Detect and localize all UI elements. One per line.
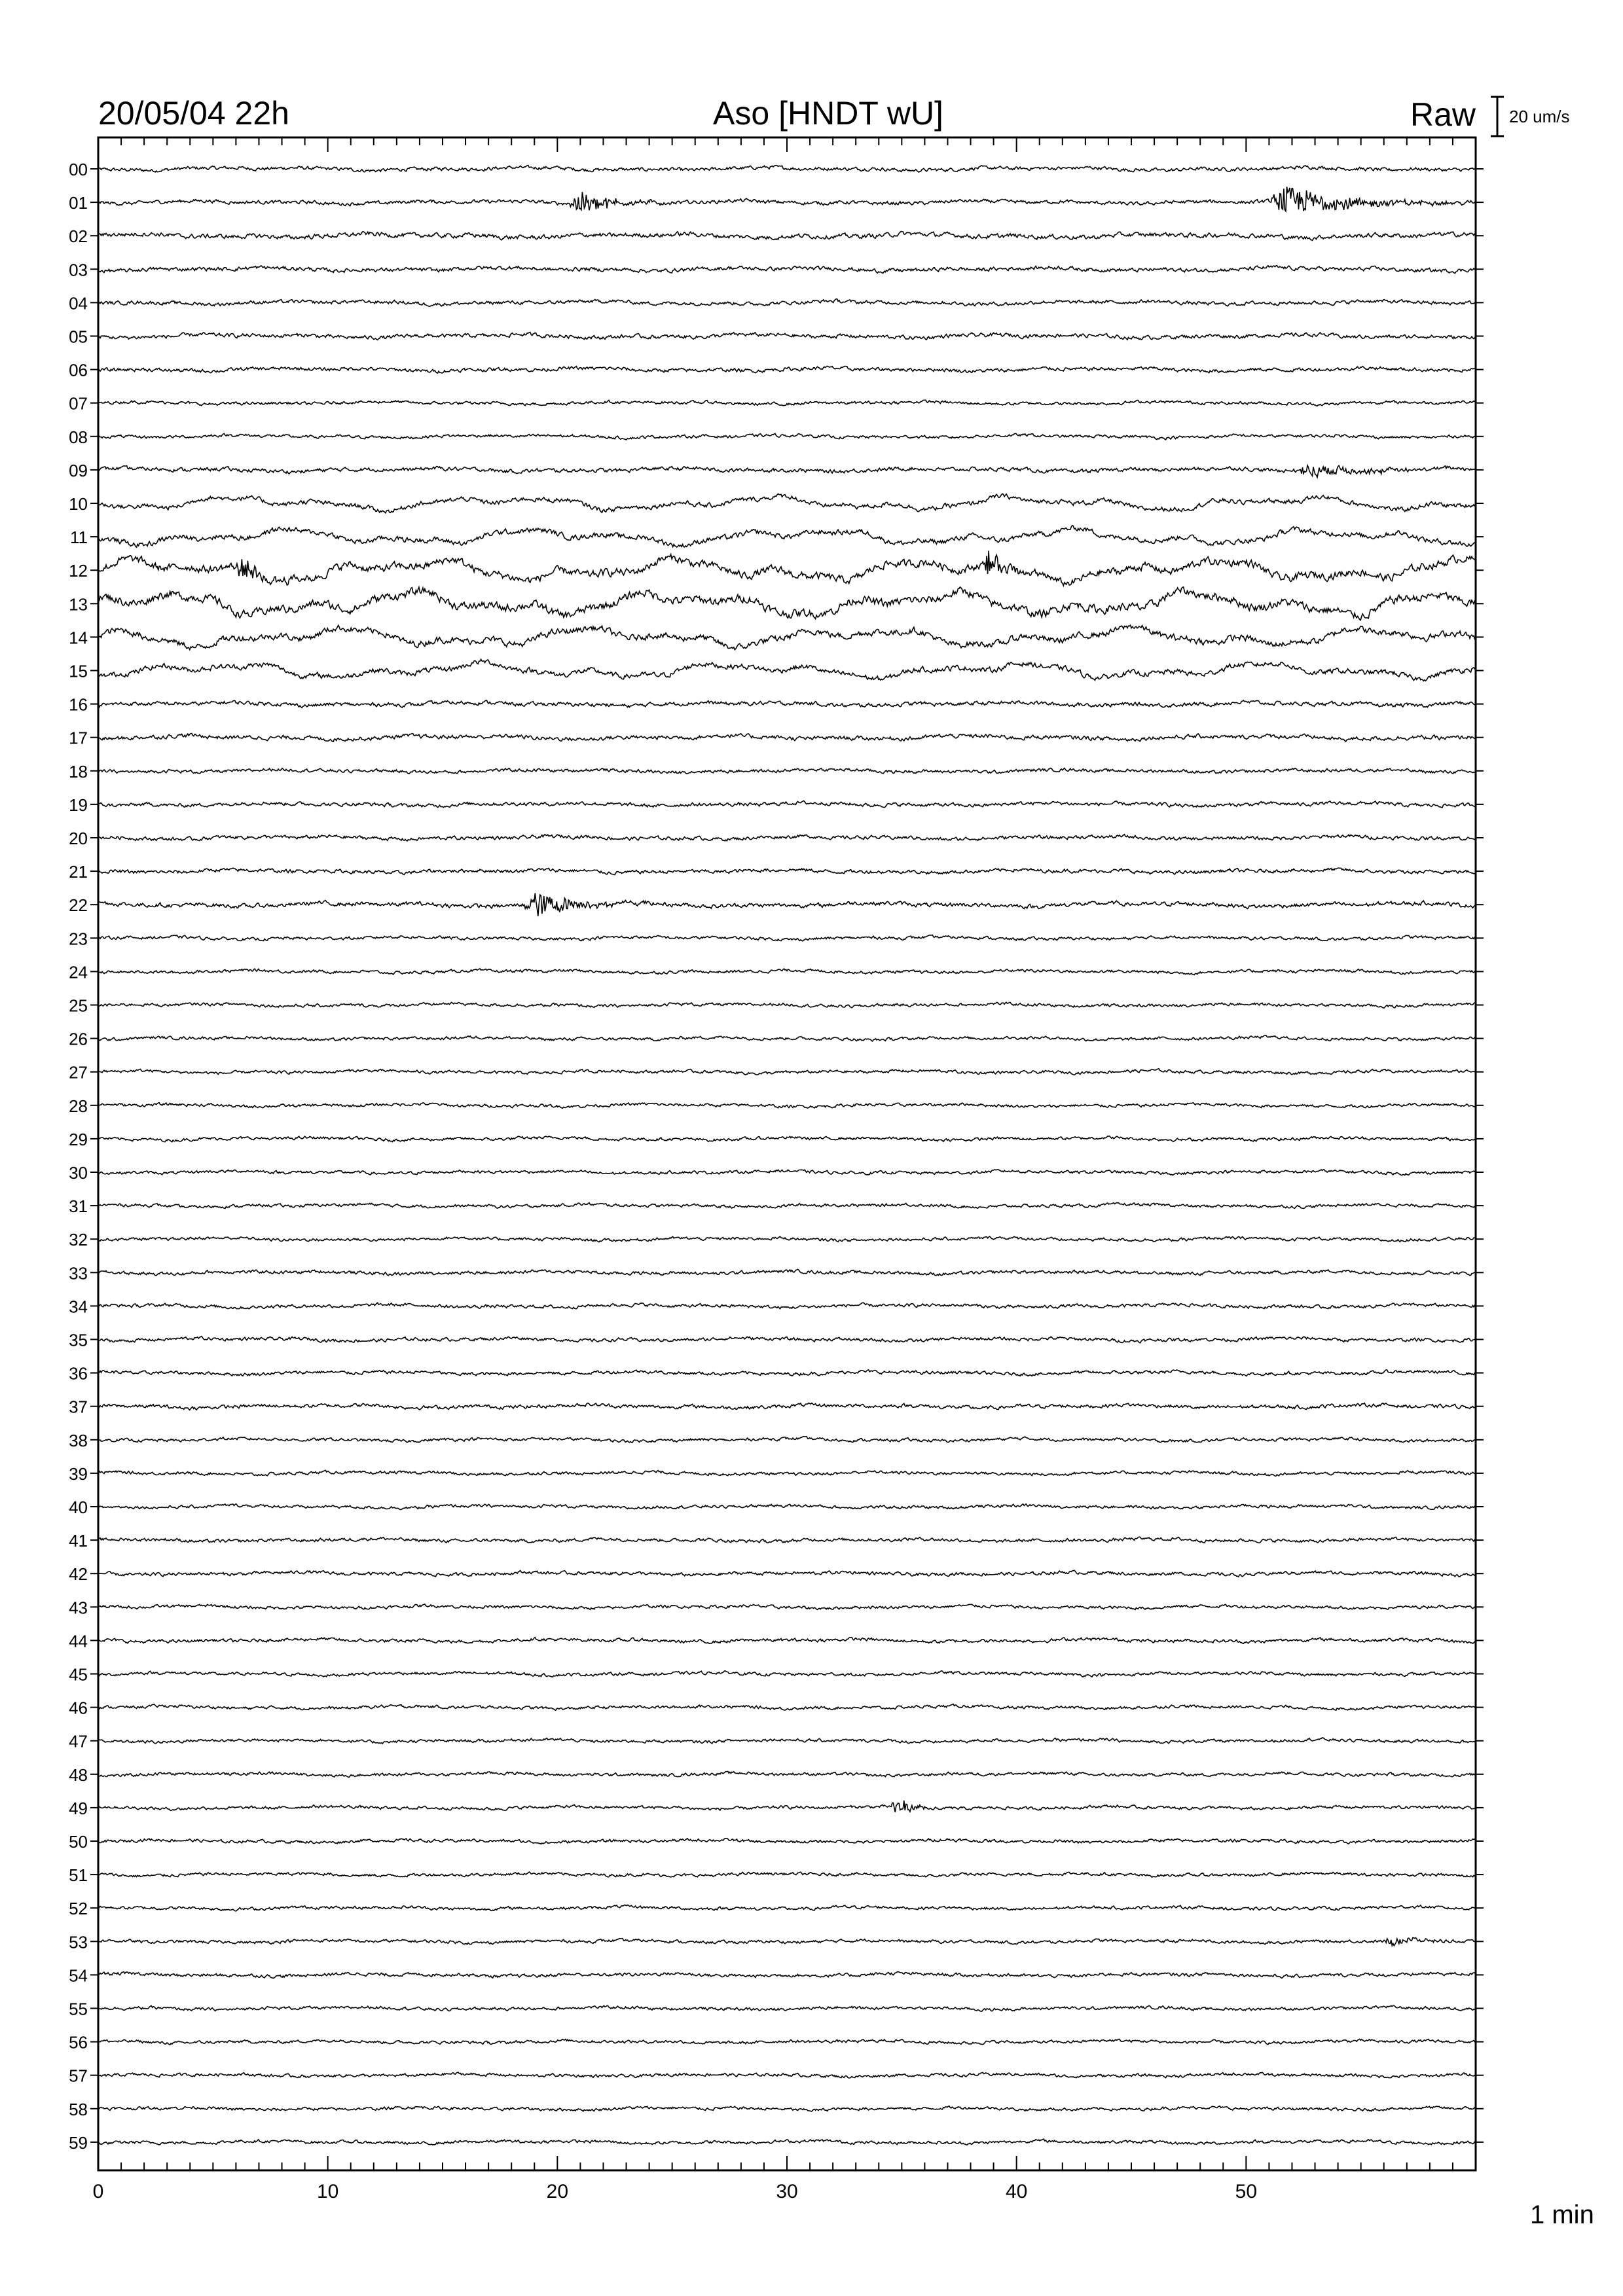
row-label: 16	[69, 694, 88, 715]
trace-line	[98, 969, 1476, 975]
row-label: 50	[69, 1832, 88, 1852]
trace-line	[98, 1103, 1476, 1109]
trace-line	[98, 332, 1476, 340]
trace-line	[98, 166, 1476, 173]
row-label: 24	[69, 962, 88, 982]
row-label: 39	[69, 1463, 88, 1484]
trace-line	[98, 1002, 1476, 1008]
row-label: 45	[69, 1664, 88, 1685]
trace-line	[98, 1801, 1476, 1812]
chart-title: Aso [HNDT wU]	[713, 95, 943, 132]
trace-line	[98, 2039, 1476, 2045]
x-axis	[93, 137, 1476, 2202]
row-label: 22	[69, 895, 88, 916]
trace-line	[98, 625, 1476, 650]
row-label: 48	[69, 1765, 88, 1785]
x-tick-label: 50	[1235, 2181, 1258, 2202]
trace-line	[98, 1403, 1476, 1410]
row-label: 03	[69, 260, 88, 280]
trace-line	[98, 232, 1476, 241]
trace-line	[98, 465, 1476, 477]
row-label: 12	[69, 561, 88, 581]
row-label: 38	[69, 1430, 88, 1450]
scale-label: 20 um/s	[1509, 107, 1570, 126]
row-labels	[69, 160, 1484, 2153]
trace-line	[98, 801, 1476, 808]
x-tick-label: 20	[546, 2181, 569, 2202]
trace-line	[98, 1470, 1476, 1476]
trace-line	[98, 551, 1476, 586]
header-left: 20/05/04 22h	[98, 95, 289, 132]
trace-line	[98, 1504, 1476, 1510]
row-label: 06	[69, 360, 88, 380]
x-tick-label: 30	[776, 2181, 798, 2202]
row-label: 27	[69, 1062, 88, 1083]
row-label: 05	[69, 327, 88, 347]
trace-line	[98, 834, 1476, 841]
row-label: 10	[69, 494, 88, 514]
row-label: 36	[69, 1363, 88, 1384]
row-label: 19	[69, 795, 88, 815]
row-label: 47	[69, 1731, 88, 1751]
row-label: 08	[69, 427, 88, 447]
row-label: 21	[69, 862, 88, 882]
row-label: 30	[69, 1163, 88, 1183]
row-label: 11	[70, 528, 88, 548]
trace-line	[98, 1738, 1476, 1744]
header-right: Raw	[1410, 96, 1476, 133]
trace-line	[98, 1203, 1476, 1209]
row-label: 31	[69, 1196, 88, 1217]
row-label: 14	[69, 628, 88, 648]
trace-line	[98, 526, 1476, 548]
trace-line	[98, 1671, 1476, 1677]
trace-line	[98, 2106, 1476, 2111]
trace-line	[98, 1872, 1476, 1877]
scale-bar	[1491, 97, 1504, 136]
trace-line	[98, 1336, 1476, 1343]
row-label: 57	[69, 2066, 88, 2086]
row-label: 25	[69, 996, 88, 1016]
row-label: 18	[69, 761, 88, 781]
trace-line	[98, 187, 1476, 211]
trace-line	[98, 587, 1476, 620]
trace-line	[98, 400, 1476, 406]
trace-line	[98, 493, 1476, 513]
row-label: 04	[69, 293, 88, 314]
trace-line	[98, 1069, 1476, 1075]
row-label: 56	[69, 2032, 88, 2053]
plot-frame	[98, 137, 1476, 2170]
trace-line	[98, 659, 1476, 681]
trace-line	[98, 1236, 1476, 1242]
row-label: 55	[69, 1999, 88, 2019]
trace-line	[98, 1905, 1476, 1911]
x-unit-label: 1 min	[1530, 2200, 1594, 2229]
row-label: 26	[69, 1029, 88, 1049]
row-label: 07	[69, 393, 88, 414]
row-label: 09	[69, 460, 88, 480]
trace-line	[98, 266, 1476, 274]
row-label: 43	[69, 1598, 88, 1618]
row-label: 42	[69, 1564, 88, 1585]
trace-line	[98, 1035, 1476, 1041]
trace-line	[98, 1437, 1476, 1443]
row-label: 53	[69, 1932, 88, 1952]
row-label: 20	[69, 829, 88, 848]
row-label: 33	[69, 1263, 88, 1283]
trace-line	[98, 768, 1476, 774]
trace-line	[98, 1570, 1476, 1577]
trace-line	[98, 1302, 1476, 1308]
trace-line	[98, 2005, 1476, 2011]
trace-line	[98, 935, 1476, 941]
trace-line	[98, 1370, 1476, 1376]
x-tick-label: 10	[316, 2181, 339, 2202]
trace-line	[98, 1839, 1476, 1844]
row-label: 40	[69, 1498, 88, 1517]
trace-line	[98, 1638, 1476, 1644]
trace-line	[98, 2072, 1476, 2078]
row-label: 46	[69, 1698, 88, 1718]
trace-line	[98, 868, 1476, 874]
traces	[98, 166, 1476, 2145]
x-tick-label: 0	[92, 2181, 104, 2202]
row-label: 29	[69, 1129, 88, 1149]
row-label: 58	[69, 2099, 88, 2119]
row-label: 32	[69, 1230, 88, 1250]
trace-line	[98, 366, 1476, 373]
row-label: 44	[69, 1631, 88, 1651]
trace-line	[98, 1537, 1476, 1543]
trace-line	[98, 1170, 1476, 1175]
trace-line	[98, 1704, 1476, 1711]
row-label: 15	[69, 661, 88, 681]
row-label: 17	[69, 728, 88, 748]
trace-line	[98, 2139, 1476, 2145]
row-label: 00	[69, 160, 88, 179]
x-tick-label: 40	[1005, 2181, 1028, 2202]
trace-line	[98, 700, 1476, 708]
trace-line	[98, 1771, 1476, 1777]
row-label: 35	[69, 1330, 88, 1350]
trace-line	[98, 1136, 1476, 1142]
trace-line	[98, 1604, 1476, 1610]
row-label: 23	[69, 929, 88, 949]
trace-line	[98, 893, 1476, 916]
row-label: 59	[69, 2132, 88, 2153]
row-label: 52	[69, 1899, 88, 1919]
trace-line	[98, 1972, 1476, 1979]
row-label: 54	[69, 1965, 88, 1986]
row-label: 41	[69, 1531, 88, 1551]
row-label: 13	[69, 594, 88, 615]
row-label: 02	[69, 226, 88, 247]
row-label: 37	[69, 1397, 88, 1417]
row-label: 34	[69, 1297, 88, 1317]
row-label: 28	[69, 1096, 88, 1116]
row-label: 49	[69, 1798, 88, 1818]
trace-line	[98, 734, 1476, 742]
trace-line	[98, 1269, 1476, 1276]
trace-line	[98, 299, 1476, 306]
row-label: 01	[69, 193, 88, 213]
trace-line	[98, 433, 1476, 440]
row-label: 51	[69, 1865, 88, 1886]
trace-line	[98, 1938, 1476, 1946]
